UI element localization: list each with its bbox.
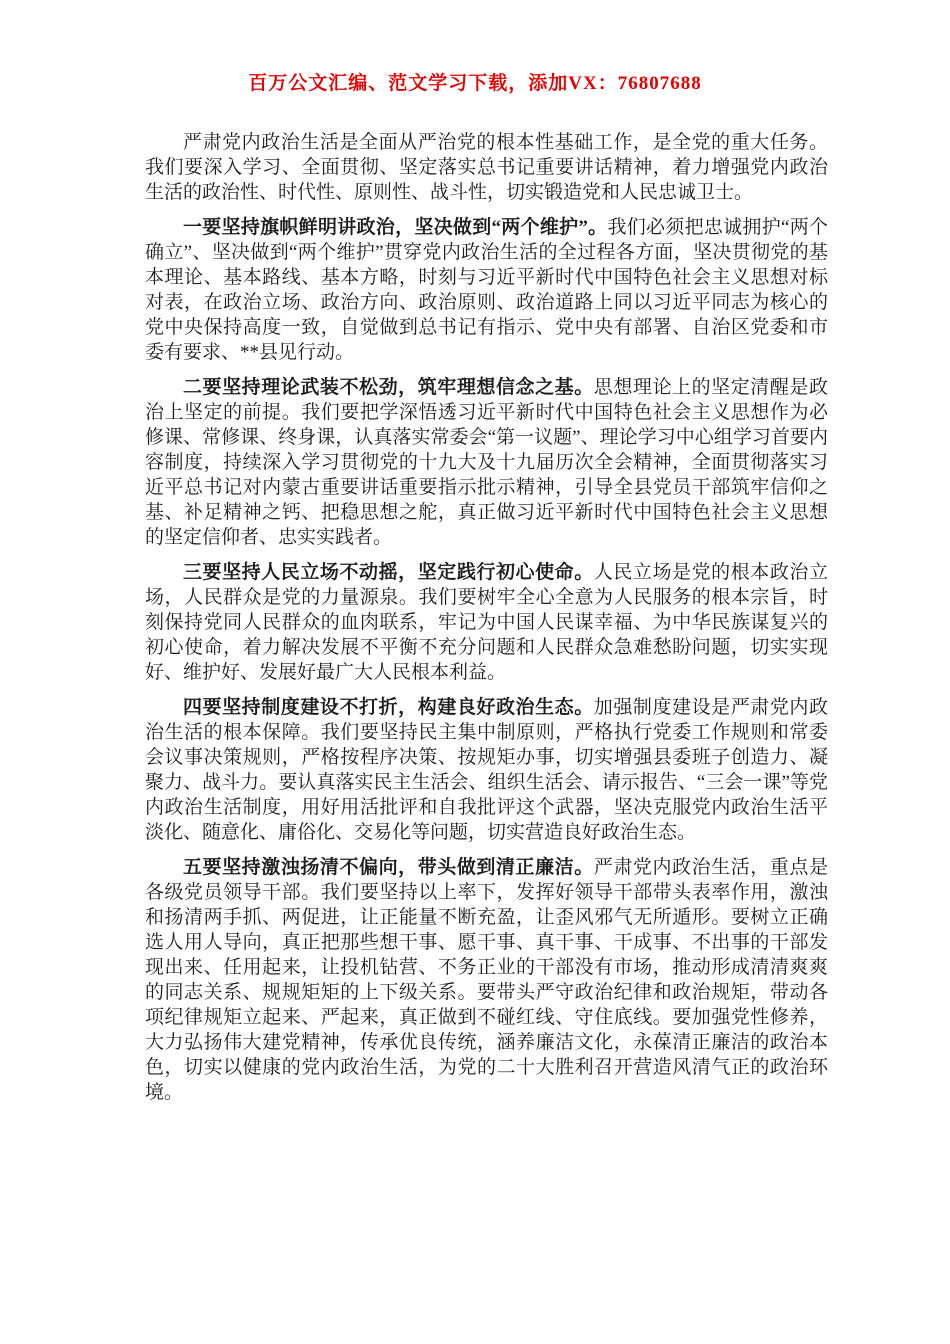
paragraph-text: 加强制度建设是严肃党内政治生活的根本保障。我们要坚持民主集中制原则，严格执行党委工作规则和常委会议事决策规则，严格按程序决策、按规矩办事，切实增强县委班子创造力、凝聚力、战斗力。要认真落实民主生活会、组织生活会、请示报告、“三会一课”等党内政治生活制度，用好用活批评和自我批评这个武器，坚决克服党内政治生活平淡化、随意化、庸俗化、交易化等问题，切实营造良好政治生态。 — [145, 697, 828, 843]
paragraph-lead: 二要坚持理论武装不松劲，筑牢理想信念之基。 — [183, 377, 594, 398]
paragraph — [145, 695, 828, 845]
paragraph-text: 人民立场是党的根本政治立场，人民群众是党的力量源泉。我们要树牢全心全意为人民服务的根本宗旨，时刻保持党同人民群众的血肉联系，牢记为中国人民谋幸福、为中华民族谋复兴的初心使命，着力解决发展不平衡不充分问题和人民群众急难愁盼问题，切实实现好、维护好、发展好最广大人民根本利益。 — [145, 562, 828, 683]
paragraph — [145, 215, 828, 365]
paragraph — [145, 130, 828, 205]
paragraph-text: 严肃党内政治生活，重点是各级党员领导干部。我们要坚持以上率下，发挥好领导干部带头表率作用，激浊和扬清两手抓、两促进，让正能量不断充盈，让歪风邪气无所遁形。要树立正确选人用人导向，真正把那些想干事、愿干事、真干事、干成事、不出事的干部发现出来、任用起来，让投机钻营、不务正业的干部没有市场，推动形成清清爽爽的同志关系、规规矩矩的上下级关系。要带头严守政治纪律和政治规矩，带动各项纪律规矩立起来、严起来，真正做到不碰红线、守住底线。要加强党性修养，大力弘扬伟大建党精神，传承优良传统，涵养廉洁文化，永葆清正廉洁的政治本色，切实以健康的党内政治生活，为党的二十大胜利召开营造风清气正的政治环境。 — [145, 857, 828, 1103]
paragraph-lead: 三要坚持人民立场不动摇，坚定践行初心使命。 — [183, 562, 594, 583]
paragraph-text: 思想理论上的坚定清醒是政治上坚定的前提。我们要把学深悟透习近平新时代中国特色社会主义思想作为必修课、常修课、终身课，认真落实常委会“第一议题”、理论学习中心组学习首要内容制度，持续深入学习贯彻党的十九大及十九届历次全会精神，全面贯彻落实习近平总书记对内蒙古重要讲话重要指示批示精神，引导全县党员干部筑牢信仰之基、补足精神之钙、把稳思想之舵，真正做习近平新时代中国特色社会主义思想的坚定信仰者、忠实实践者。 — [145, 377, 828, 548]
paragraph-lead: 一要坚持旗帜鲜明讲政治，坚决做到“两个维护”。 — [183, 217, 608, 238]
paragraph-lead: 五要坚持激浊扬清不偏向，带头做到清正廉洁。 — [183, 857, 594, 878]
paragraph-text: 我们必须把忠诚拥护“两个确立”、坚决做到“两个维护”贯穿党内政治生活的全过程各方面，坚决贯彻党的基本理论、基本路线、基本方略，时刻与习近平新时代中国特色社会主义思想对标对表，在政治立场、政治方向、政治原则、政治道路上同以习近平同志为核心的党中央保持高度一致，自觉做到总书记有指示、党中央有部署、自治区党委和市委有要求、**县见行动。 — [145, 217, 828, 363]
paragraph-lead: 四要坚持制度建设不打折，构建良好政治生态。 — [183, 697, 594, 718]
promo-header: 百万公文汇编、范文学习下载，添加VX：76807688 — [248, 73, 702, 94]
paragraph — [145, 375, 828, 550]
paragraph — [145, 560, 828, 685]
paragraph-text: 严肃党内政治生活是全面从严治党的根本性基础工作，是全党的重大任务。我们要深入学习、全面贯彻、坚定落实总书记重要讲话精神，着力增强党内政治生活的政治性、时代性、原则性、战斗性，切实锻造党和人民忠诚卫士。 — [145, 132, 828, 203]
paragraph — [145, 855, 828, 1105]
document-body — [0, 96, 950, 1105]
